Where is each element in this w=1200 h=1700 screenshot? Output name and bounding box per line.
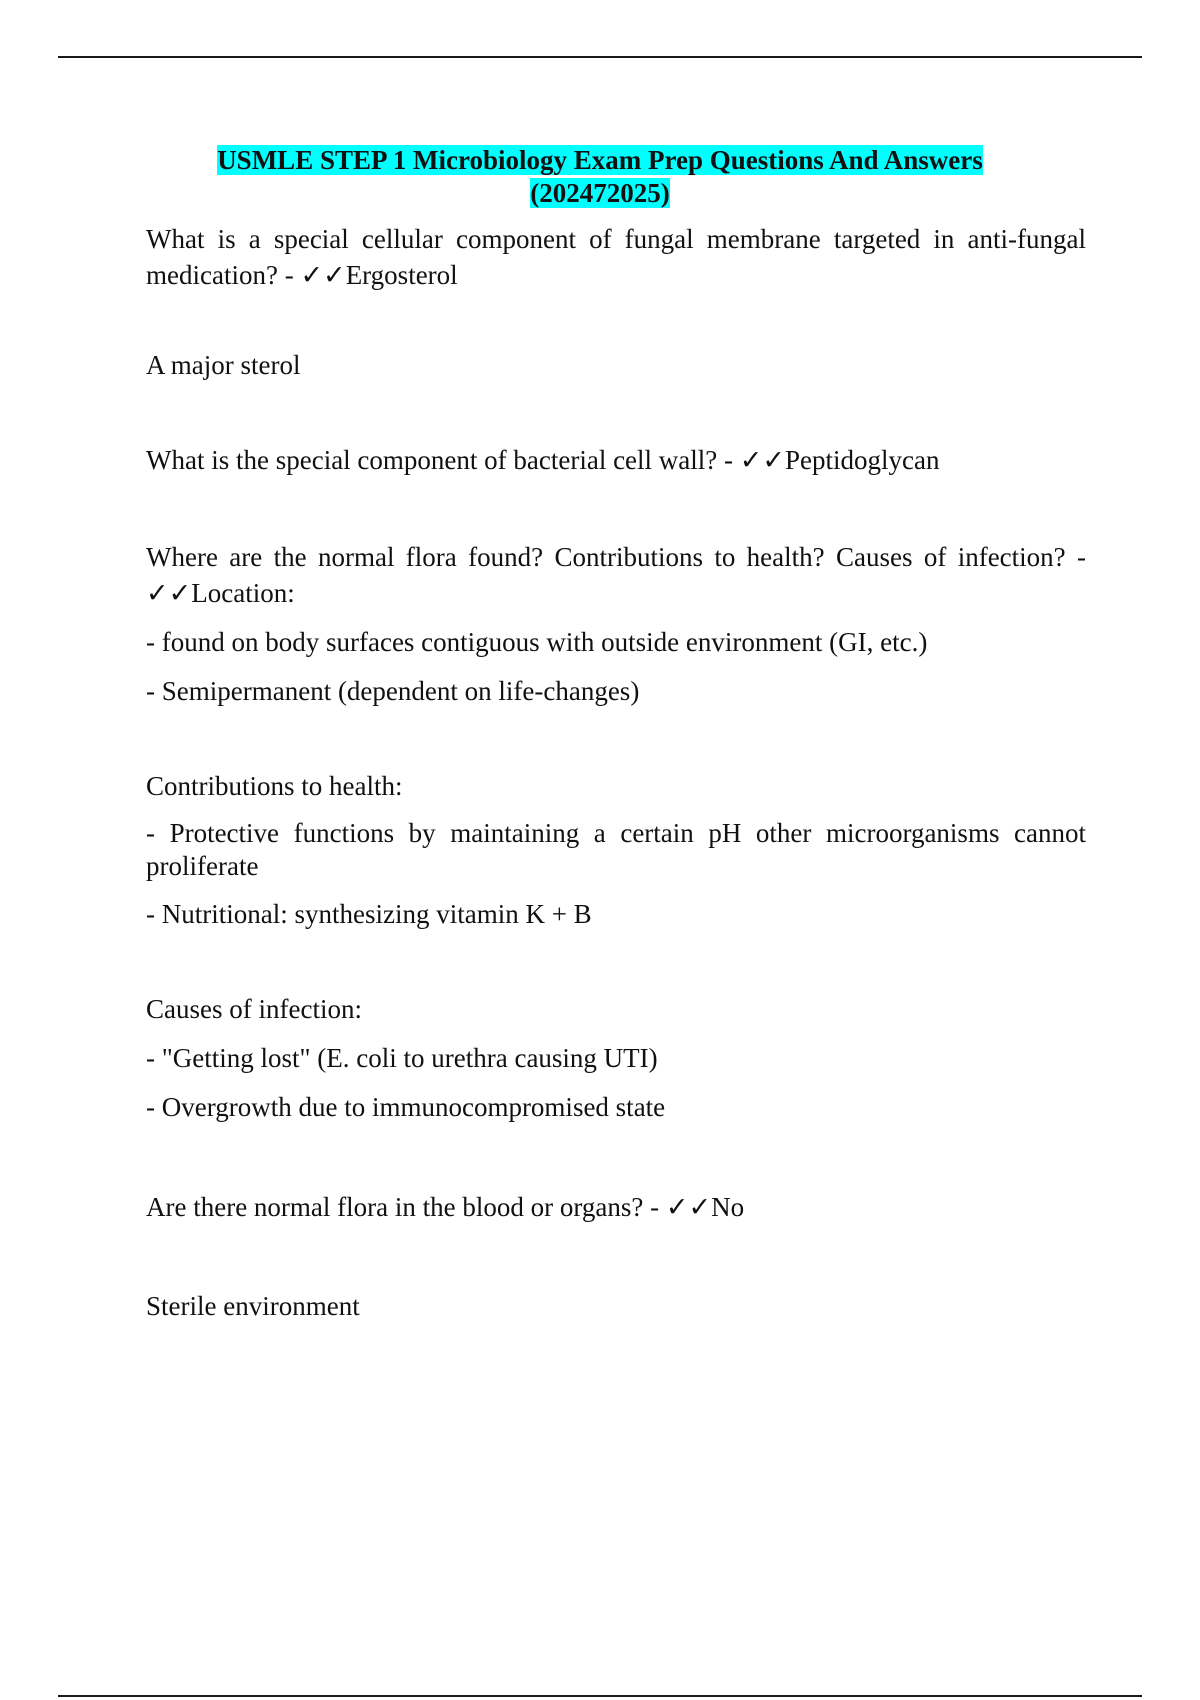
qa-question-4: [146, 1189, 1086, 1225]
health-item: - Protective functions by maintaining a certain pH other microorganisms cannot proliferate: [146, 818, 1086, 881]
qa-question-1: [146, 221, 1086, 293]
checkmark-icon: ✓✓: [146, 578, 192, 608]
health-item: - Nutritional: synthesizing vitamin K + B: [146, 899, 592, 929]
answer-text: No: [711, 1192, 745, 1222]
location-item: - Semipermanent (dependent on life-changes): [146, 676, 640, 706]
answer-text: Peptidoglycan: [785, 445, 940, 475]
health-heading: Contributions to health:: [146, 771, 403, 801]
qa-note-4: Sterile environment: [146, 1291, 360, 1321]
qa-question-2: [146, 442, 1086, 478]
document-title: [160, 144, 1040, 210]
title-line-1: USMLE STEP 1 Microbiology Exam Prep Questions And Answers: [217, 145, 983, 175]
checkmark-icon: ✓✓: [665, 1192, 712, 1222]
qa-question-3: [146, 539, 1086, 611]
infection-item: - Overgrowth due to immunocompromised state: [146, 1092, 666, 1122]
checkmark-icon: ✓✓: [300, 260, 346, 290]
top-rule: [58, 56, 1142, 58]
document-body: [146, 221, 1086, 1324]
checkmark-icon: ✓✓: [739, 445, 785, 475]
qa-note-1: A major sterol: [146, 350, 301, 380]
question-text: What is the special component of bacterial cell wall? -: [146, 445, 740, 475]
infection-heading: Causes of infection:: [146, 994, 362, 1024]
answer-text: Location:: [191, 578, 295, 608]
question-text: Are there normal flora in the blood or organs? -: [146, 1192, 666, 1222]
bottom-rule: [58, 1695, 1142, 1697]
title-line-2: (202472025): [530, 178, 670, 208]
answer-text: Ergosterol: [345, 260, 458, 290]
location-item: - found on body surfaces contiguous with outside environment (GI, etc.): [146, 627, 928, 657]
infection-item: - "Getting lost" (E. coli to urethra causing UTI): [146, 1043, 658, 1073]
question-text: Where are the normal flora found? Contributions to health? Causes of infection? -: [146, 542, 1086, 572]
question-text: What is a special cellular component of fungal membrane targeted in anti-fungal medication? -: [146, 224, 1086, 290]
